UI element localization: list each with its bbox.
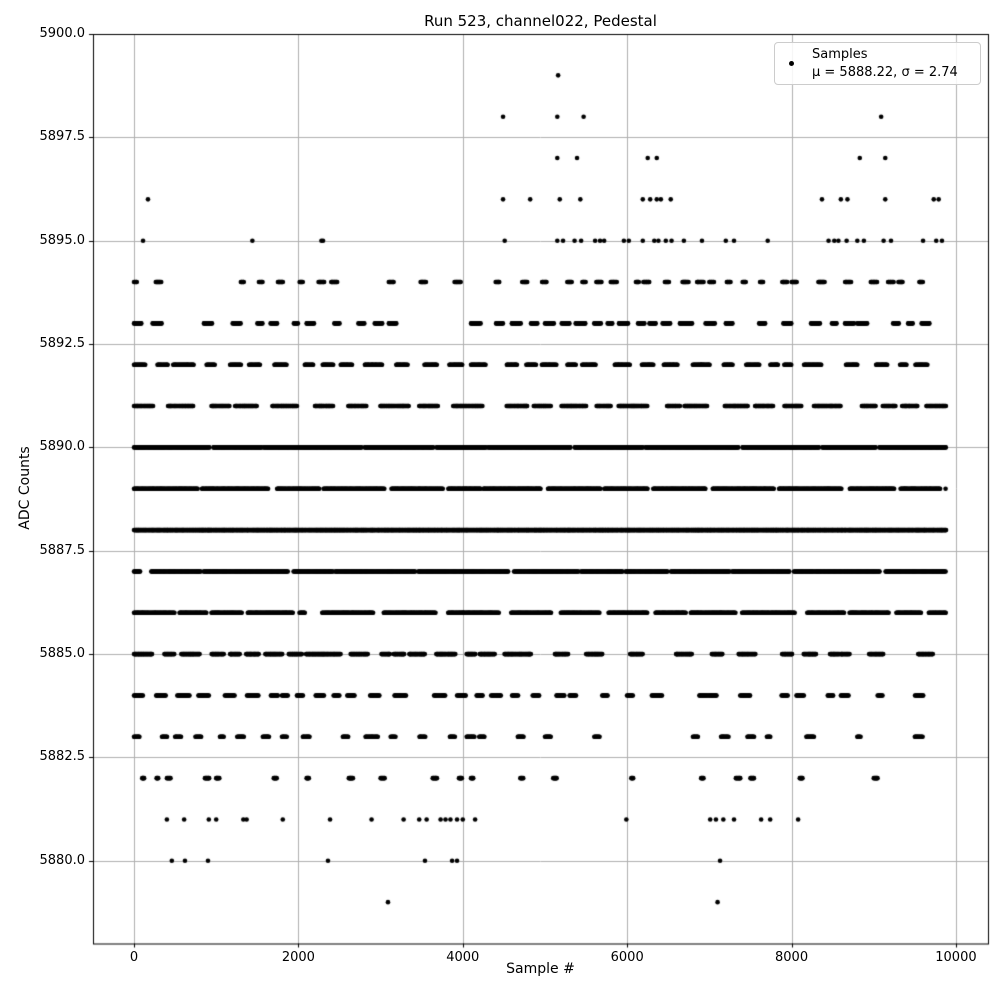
y-tick-label: 5897.5	[39, 129, 85, 145]
y-tick-label: 5890.0	[39, 439, 85, 455]
y-tick-label: 5887.5	[39, 542, 85, 558]
y-axis-label: ADC Counts	[17, 446, 33, 530]
y-tick-label: 5880.0	[39, 852, 85, 868]
x-tick-label: 10000	[935, 949, 977, 965]
y-tick-label: 5882.5	[39, 749, 85, 765]
x-tick-label: 6000	[610, 949, 644, 965]
x-tick-label: 0	[129, 949, 139, 965]
legend-series-label: Samples	[812, 46, 868, 62]
x-tick-label: 2000	[281, 949, 315, 965]
legend-marker-dot-icon	[789, 61, 794, 66]
legend-stats-label: μ = 5888.22, σ = 2.74	[812, 64, 958, 80]
x-axis-label: Sample #	[506, 961, 575, 977]
chart-title: Run 523, channel022, Pedestal	[424, 12, 657, 30]
legend	[774, 42, 981, 85]
y-tick-label: 5900.0	[39, 26, 85, 41]
y-tick-label: 5895.0	[39, 232, 85, 248]
x-tick-label: 8000	[775, 949, 809, 965]
y-tick-label: 5892.5	[39, 336, 85, 352]
x-tick-label: 4000	[446, 949, 480, 965]
legend-text	[812, 46, 958, 82]
y-tick-label: 5885.0	[39, 646, 85, 662]
